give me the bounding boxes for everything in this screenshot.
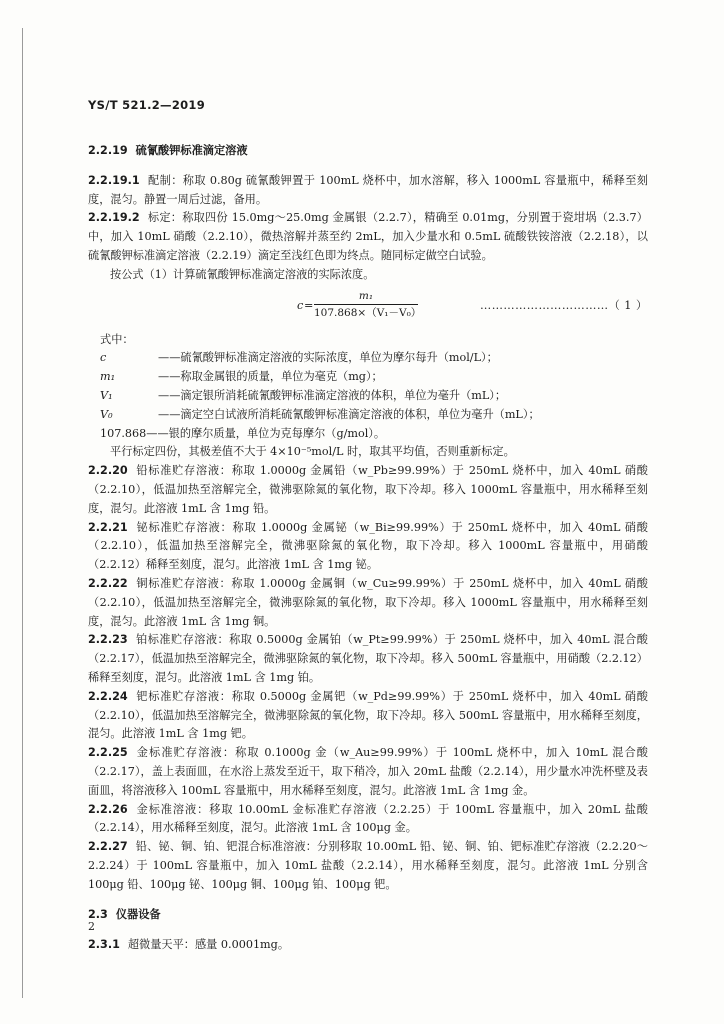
formula-numerator: m₁: [314, 288, 418, 305]
clause-number: 2.2.22: [88, 576, 128, 590]
clause-number: 2.2.20: [88, 464, 128, 478]
definition-text: ——硫氰酸钾标准滴定溶液的实际浓度，单位为摩尔每升（mol/L）；: [158, 351, 498, 365]
formula-denominator: 107.868×（V₁－V₀）: [314, 306, 422, 319]
clause-text: 铅标准贮存溶液：称取 1.0000g 金属铅（w_Pb≥99.99%）于 250mL 烧杯中，加入 40mL 硝酸（2.2.10），低温加热至溶解完全，微沸驱除氮的氧化物，取下冷却。移入 1000mL 容量瓶中，用水稀释至刻度，混匀。此溶液 1mL 含 1mg 铅。: [88, 464, 648, 515]
binding-margin-line: [22, 28, 23, 998]
section-number: 2.2.19: [88, 144, 128, 157]
clause-text: 铅、铋、铜、铂、钯混合标准溶液：分别移取 10.00mL 铅、铋、铜、铂、钯标准贮存溶液（2.2.20～2.2.24）于 100mL 容量瓶中，加入 10mL 盐酸（2.2.14），用水稀释至刻度，混匀。此溶液 1mL 分别含 100μg 铅、100μg 铋、100μg 铜、100μg 铂、100μg 钯。: [88, 840, 648, 891]
section-number: 2.3: [88, 908, 108, 922]
section-heading-2-2-19: [88, 142, 648, 161]
paragraph-2-2-19-2: [88, 209, 648, 265]
clause-number: 2.2.24: [88, 689, 128, 703]
clause-text: 标定：称取四份 15.0mg～25.0mg 金属银（2.2.7），精确至 0.01mg，分别置于瓷坩埚（2.3.7）中，加入 10mL 硝酸（2.2.10），微热溶解并蒸至约 2mL，加入少量水和 0.5mL 硫酸铁铵溶液（2.2.18），以硫氰酸钾标准滴定溶液（2.2.19）滴定至浅红色即为终点。随同标定做空白试验。: [88, 211, 648, 262]
page-content: [88, 140, 648, 955]
definition-text: ——滴定银所消耗硫氰酸钾标准滴定溶液的体积，单位为毫升（mL）；: [158, 388, 507, 402]
section-heading-2-3: [88, 906, 648, 925]
clause-number: 2.2.19.2: [88, 211, 140, 225]
parallel-note: 平行标定四份，其极差值不大于 4×10⁻⁵mol/L 时，取其平均值，否则重新标定。: [110, 445, 515, 459]
definition-symbol: m₁: [100, 370, 116, 384]
clause-text: 金标准溶液：移取 10.00mL 金标准贮存溶液（2.2.25）于 100mL 容量瓶中，加入 20mL 盐酸（2.2.14），用水稀释至刻度，混匀。此溶液 1mL 含 100μg 金。: [88, 802, 648, 835]
clause-number: 2.2.19.1: [88, 173, 140, 187]
clause-2-2-27: [88, 838, 648, 894]
definition-row: [100, 387, 648, 406]
definition-row: [100, 368, 648, 387]
formula-equals: =: [304, 298, 314, 312]
clause-text: 配制：称取 0.80g 硫氰酸钾置于 100mL 烧杯中，加水溶解，移入 1000mL 容量瓶中，稀释至刻度，混匀。静置一周后过滤，备用。: [88, 173, 648, 206]
clause-text: 钯标准贮存溶液：称取 0.5000g 金属钯（w_Pd≥99.99%）于 250mL 烧杯中，加入 40mL 硝酸（2.2.10），低温加热至溶解完全，微沸驱除氮的氧化物，取下冷却。移入 500mL 容量瓶中，用水稀释至刻度，混匀。此溶液 1mL 含 1mg 钯。: [88, 689, 648, 741]
formula-1: [88, 287, 648, 327]
definition-text: ——称取金属银的质量，单位为毫克（mg）；: [158, 370, 383, 384]
clause-2-2-24: [88, 688, 648, 744]
definition-text: ——滴定空白试液所消耗硫氰酸钾标准滴定溶液的体积，单位为毫升（mL）；: [158, 407, 540, 421]
clause-number: 2.2.27: [88, 840, 128, 854]
formula-number: ……………………………（ 1 ）: [480, 298, 648, 312]
clause-text: 铋标准贮存溶液：称取 1.0000g 金属铋（w_Bi≥99.99%）于 250mL 烧杯中，加入 40mL 硝酸（2.2.10），低温加热至溶解完全，微沸驱除氮的氧化物，取下冷却。移入 1000mL 容量瓶中，用硝酸（2.2.12）稀释至刻度，混匀。此溶液 1mL 含 1mg 铋。: [88, 520, 648, 572]
clause-number: 2.2.23: [88, 633, 128, 647]
section-title: 硫氰酸钾标准滴定溶液: [135, 144, 248, 157]
definition-molar-mass: 107.868——银的摩尔质量，单位为克每摩尔（g/mol）。: [100, 426, 386, 440]
formula-intro: 按公式（1）计算硫氰酸钾标准滴定溶液的实际浓度。: [110, 267, 375, 281]
clause-2-2-21: [88, 519, 648, 575]
clause-2-2-26: [88, 801, 648, 839]
formula-fraction: [314, 288, 422, 322]
clause-2-2-25: [88, 744, 648, 800]
standard-code: YS/T 521.2—2019: [88, 98, 206, 112]
clause-2-2-20: [88, 462, 648, 518]
definition-row: [100, 349, 648, 368]
definition-symbol: V₁: [100, 388, 113, 402]
clause-text: 铜标准贮存溶液：称取 1.0000g 金属铜（w_Cu≥99.99%）于 250mL 烧杯中，加入 40mL 硝酸（2.2.10），低温加热至溶解完全，微沸驱除氮的氧化物，取下冷却。移入 1000mL 容量瓶中，用水稀释至刻度，混匀。此溶液 1mL 含 1mg 铜。: [88, 576, 648, 628]
clause-number: 2.2.21: [88, 520, 128, 534]
section-title: 仪器设备: [115, 908, 161, 922]
formula-lhs: c: [297, 298, 304, 312]
clause-number: 2.2.26: [88, 802, 128, 816]
clause-text: 超微量天平：感量 0.0001mg。: [127, 938, 290, 952]
clause-number: 2.2.25: [88, 746, 128, 760]
paragraph-2-2-19-1: [88, 172, 648, 210]
definition-symbol: c: [100, 351, 107, 365]
clause-text: 金标准贮存溶液：称取 0.1000g 金（w_Au≥99.99%）于 100mL 烧杯中，加入 10mL 混合酸（2.2.17），盖上表面皿，在水浴上蒸发至近干，取下稍冷，加入 20mL 盐酸（2.2.14），用少量水冲洗杯壁及表面皿，将溶液移入 100mL 容量瓶中，用水稀释至刻度，混匀。此溶液 1mL 含 1mg 金。: [88, 746, 648, 797]
definition-symbol: V₀: [100, 407, 113, 421]
definition-row: [100, 406, 648, 425]
clause-2-2-22: [88, 575, 648, 631]
page-number: 2: [88, 920, 95, 933]
where-label: 式中：: [100, 332, 134, 346]
clause-text: 铂标准贮存溶液：称取 0.5000g 金属铂（w_Pt≥99.99%）于 250mL 烧杯中，加入 40mL 混合酸（2.2.17），低温加热至溶解完全，微沸驱除氮的氧化物，取下冷却。移入 500mL 容量瓶中，用硝酸（2.2.12）稀释至刻度，混匀。此溶液 1mL 含 1mg 铂。: [88, 633, 648, 684]
clause-2-3-1: [88, 936, 648, 955]
clause-2-2-23: [88, 631, 648, 687]
clause-number: 2.3.1: [88, 938, 120, 952]
